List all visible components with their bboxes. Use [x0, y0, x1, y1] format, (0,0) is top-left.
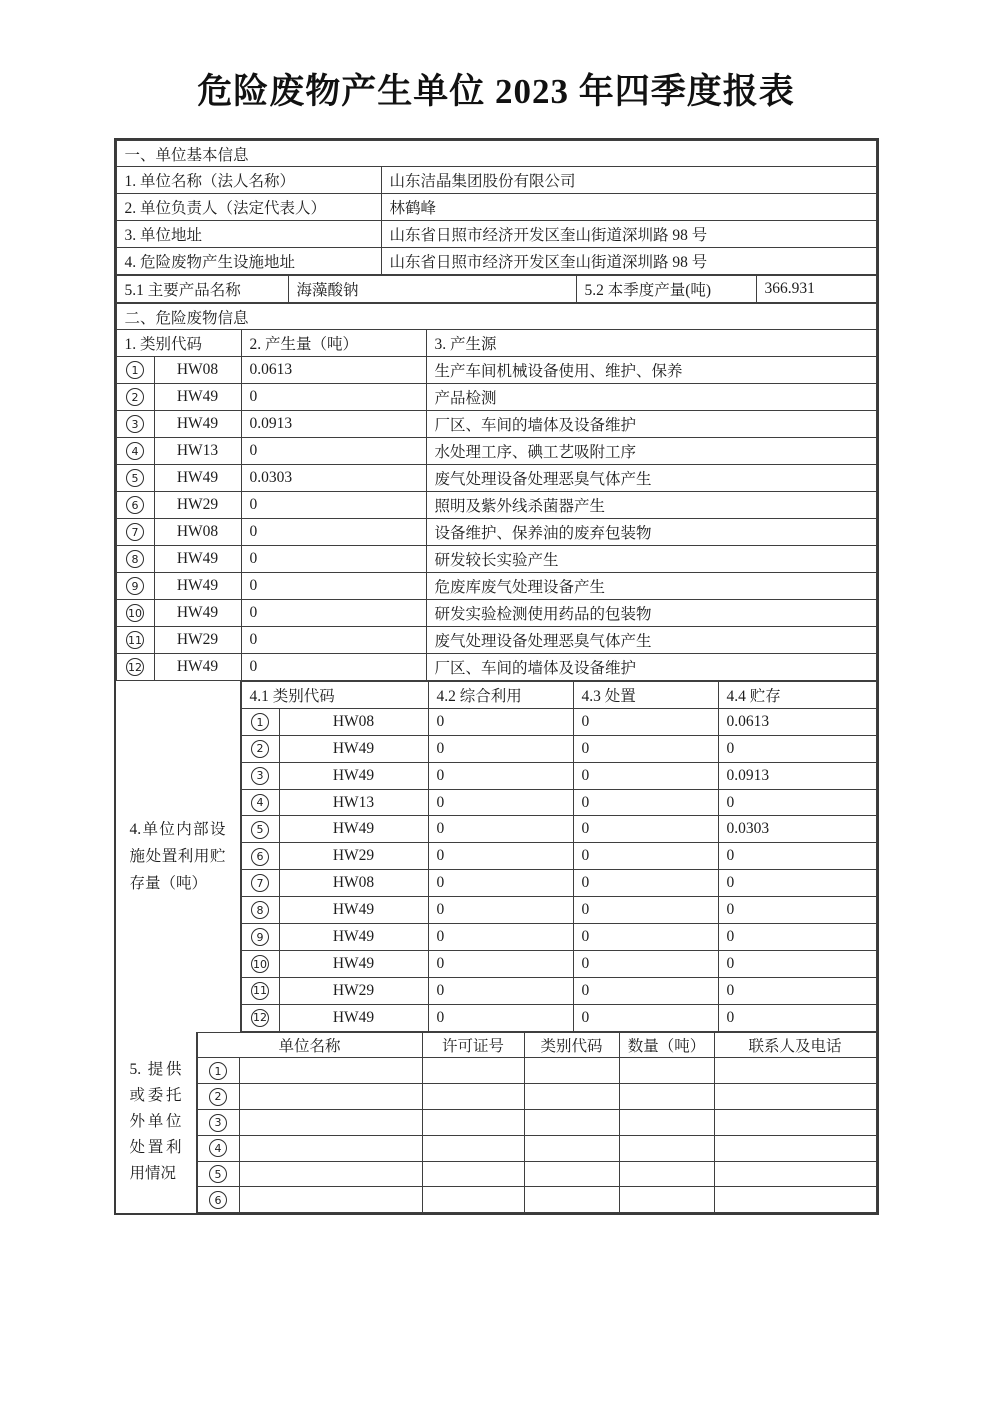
- row-number-cell: [197, 1187, 239, 1213]
- contact-cell: [714, 1084, 876, 1110]
- circled-number-icon: 10: [126, 604, 144, 622]
- product-row: [116, 276, 876, 303]
- waste-code-cell: HW49: [154, 411, 241, 438]
- row-number-cell: [241, 1004, 279, 1031]
- table-row: [116, 384, 876, 411]
- row-number-cell: [116, 519, 154, 546]
- section4-label: 4.单位内部设施处置利用贮存量（吨）: [116, 681, 241, 1032]
- disposal-amount-cell: 0: [573, 843, 718, 870]
- section2-body: [116, 357, 876, 681]
- circled-number-icon: 7: [251, 874, 269, 892]
- table-row: [197, 1187, 876, 1213]
- circled-number-icon: 8: [126, 550, 144, 568]
- unit-name-cell: [239, 1084, 422, 1110]
- table-row: [241, 762, 876, 789]
- row-number-cell: [241, 816, 279, 843]
- table-row: [116, 221, 876, 248]
- circled-number-icon: 4: [126, 442, 144, 460]
- generated-amount-cell: 0: [241, 573, 426, 600]
- waste-code-cell: HW49: [279, 735, 428, 762]
- reuse-amount-cell: 0: [428, 843, 573, 870]
- row-number-cell: [197, 1135, 239, 1161]
- storage-amount-cell: 0.0613: [718, 708, 876, 735]
- table-row: [116, 519, 876, 546]
- field-label: 1. 单位名称（法人名称）: [116, 167, 381, 194]
- section4-table: [241, 681, 877, 1032]
- table-row: [241, 977, 876, 1004]
- section1-table: [116, 140, 877, 275]
- table-row: [197, 1058, 876, 1084]
- table-row: [197, 1161, 876, 1187]
- field-label: 3. 单位地址: [116, 221, 381, 248]
- field-value: 山东省日照市经济开发区奎山街道深圳路 98 号: [381, 248, 876, 275]
- section2-header: 二、危险废物信息: [116, 304, 876, 330]
- col-header-license-no: 许可证号: [422, 1032, 524, 1058]
- waste-code-cell: HW08: [279, 870, 428, 897]
- section5-column-header-row: [197, 1032, 876, 1058]
- row-number-cell: [241, 708, 279, 735]
- table-row: [241, 735, 876, 762]
- table-row: [241, 1004, 876, 1031]
- row-number-cell: [197, 1109, 239, 1135]
- page-title: 危险废物产生单位 2023 年四季度报表: [197, 72, 795, 111]
- row-number-cell: [116, 573, 154, 600]
- generated-amount-cell: 0: [241, 519, 426, 546]
- col-header-generated-amount: 2. 产生量（吨）: [241, 330, 426, 357]
- row-number-cell: [241, 843, 279, 870]
- table-row: [116, 546, 876, 573]
- circled-number-icon: 3: [251, 767, 269, 785]
- generated-amount-cell: 0: [241, 546, 426, 573]
- reuse-amount-cell: 0: [428, 816, 573, 843]
- table-row: [116, 357, 876, 384]
- unit-name-cell: [239, 1187, 422, 1213]
- table-row: [116, 654, 876, 681]
- circled-number-icon: 12: [251, 1009, 269, 1027]
- circled-number-icon: 12: [126, 658, 144, 676]
- generation-source-cell: 生产车间机械设备使用、维护、保养: [426, 357, 876, 384]
- table-row: [116, 194, 876, 221]
- row-number-cell: [116, 411, 154, 438]
- section4-column-header-row: [241, 682, 876, 709]
- section1-header: 一、单位基本信息: [116, 141, 876, 167]
- quarter-output-value: 366.931: [756, 276, 876, 303]
- table-row: [241, 816, 876, 843]
- col-header-storage: 4.4 贮存: [718, 682, 876, 709]
- circled-number-icon: 3: [209, 1114, 227, 1132]
- disposal-amount-cell: 0: [573, 762, 718, 789]
- col-header-contact: 联系人及电话: [714, 1032, 876, 1058]
- table-row: [241, 708, 876, 735]
- contact-cell: [714, 1135, 876, 1161]
- quantity-cell: [619, 1109, 714, 1135]
- section4-body: [241, 708, 876, 1031]
- category-code-cell: [524, 1084, 619, 1110]
- waste-code-cell: HW29: [154, 627, 241, 654]
- category-code-cell: [524, 1109, 619, 1135]
- col-header-generation-source: 3. 产生源: [426, 330, 876, 357]
- table-row: [116, 600, 876, 627]
- table-row: [241, 924, 876, 951]
- field-value: 山东洁晶集团股份有限公司: [381, 167, 876, 194]
- storage-amount-cell: 0: [718, 924, 876, 951]
- quantity-cell: [619, 1187, 714, 1213]
- waste-code-cell: HW29: [154, 492, 241, 519]
- circled-number-icon: 9: [126, 577, 144, 595]
- waste-code-cell: HW29: [279, 843, 428, 870]
- contact-cell: [714, 1109, 876, 1135]
- disposal-amount-cell: 0: [573, 816, 718, 843]
- storage-amount-cell: 0: [718, 1004, 876, 1031]
- disposal-amount-cell: 0: [573, 708, 718, 735]
- waste-code-cell: HW49: [279, 897, 428, 924]
- col-header-category-code: 类别代码: [524, 1032, 619, 1058]
- generation-source-cell: 产品检测: [426, 384, 876, 411]
- product-name-label: 5.1 主要产品名称: [116, 276, 288, 303]
- row-number-cell: [116, 627, 154, 654]
- generated-amount-cell: 0.0303: [241, 465, 426, 492]
- section5-table: [197, 1032, 877, 1214]
- generation-source-cell: 设备维护、保养油的废弃包装物: [426, 519, 876, 546]
- quarter-output-label: 5.2 本季度产量(吨): [576, 276, 756, 303]
- circled-number-icon: 11: [126, 631, 144, 649]
- quantity-cell: [619, 1161, 714, 1187]
- col-header-reuse: 4.2 综合利用: [428, 682, 573, 709]
- generation-source-cell: 废气处理设备处理恶臭气体产生: [426, 627, 876, 654]
- reuse-amount-cell: 0: [428, 735, 573, 762]
- category-code-cell: [524, 1187, 619, 1213]
- table-row: [116, 465, 876, 492]
- disposal-amount-cell: 0: [573, 735, 718, 762]
- waste-code-cell: HW08: [154, 519, 241, 546]
- table-row: [241, 870, 876, 897]
- col-header-code: 4.1 类别代码: [241, 682, 428, 709]
- circled-number-icon: 10: [251, 955, 269, 973]
- waste-code-cell: HW49: [154, 654, 241, 681]
- category-code-cell: [524, 1058, 619, 1084]
- reuse-amount-cell: 0: [428, 870, 573, 897]
- circled-number-icon: 9: [251, 928, 269, 946]
- product-row-table: [116, 275, 877, 303]
- storage-amount-cell: 0: [718, 843, 876, 870]
- generated-amount-cell: 0: [241, 438, 426, 465]
- circled-number-icon: 11: [251, 982, 269, 1000]
- section5-block: [116, 1032, 877, 1214]
- circled-number-icon: 4: [209, 1139, 227, 1157]
- reuse-amount-cell: 0: [428, 950, 573, 977]
- generation-source-cell: 研发较长实验产生: [426, 546, 876, 573]
- section1-header-row: [116, 141, 876, 167]
- generated-amount-cell: 0: [241, 654, 426, 681]
- section5-body: [197, 1058, 876, 1213]
- product-name-value: 海藻酸钠: [288, 276, 576, 303]
- circled-number-icon: 2: [126, 388, 144, 406]
- row-number-cell: [241, 924, 279, 951]
- circled-number-icon: 7: [126, 523, 144, 541]
- storage-amount-cell: 0.0913: [718, 762, 876, 789]
- table-row: [116, 573, 876, 600]
- circled-number-icon: 6: [126, 496, 144, 514]
- generated-amount-cell: 0: [241, 384, 426, 411]
- generation-source-cell: 照明及紫外线杀菌器产生: [426, 492, 876, 519]
- generation-source-cell: 废气处理设备处理恶臭气体产生: [426, 465, 876, 492]
- category-code-cell: [524, 1135, 619, 1161]
- col-header-disposal: 4.3 处置: [573, 682, 718, 709]
- row-number-cell: [241, 735, 279, 762]
- field-value: 山东省日照市经济开发区奎山街道深圳路 98 号: [381, 221, 876, 248]
- generated-amount-cell: 0.0613: [241, 357, 426, 384]
- storage-amount-cell: 0: [718, 977, 876, 1004]
- field-label: 2. 单位负责人（法定代表人）: [116, 194, 381, 221]
- field-value: 林鹤峰: [381, 194, 876, 221]
- generation-source-cell: 水处理工序、碘工艺吸附工序: [426, 438, 876, 465]
- circled-number-icon: 5: [126, 469, 144, 487]
- disposal-amount-cell: 0: [573, 924, 718, 951]
- license-no-cell: [422, 1109, 524, 1135]
- circled-number-icon: 4: [251, 794, 269, 812]
- disposal-amount-cell: 0: [573, 789, 718, 816]
- row-number-cell: [116, 384, 154, 411]
- waste-code-cell: HW49: [279, 1004, 428, 1031]
- reuse-amount-cell: 0: [428, 977, 573, 1004]
- waste-code-cell: HW49: [279, 816, 428, 843]
- table-row: [116, 438, 876, 465]
- disposal-amount-cell: 0: [573, 897, 718, 924]
- unit-name-cell: [239, 1109, 422, 1135]
- table-row: [197, 1084, 876, 1110]
- row-number-cell: [116, 492, 154, 519]
- generated-amount-cell: 0.0913: [241, 411, 426, 438]
- disposal-amount-cell: 0: [573, 977, 718, 1004]
- license-no-cell: [422, 1084, 524, 1110]
- category-code-cell: [524, 1161, 619, 1187]
- generation-source-cell: 厂区、车间的墙体及设备维护: [426, 411, 876, 438]
- row-number-cell: [116, 438, 154, 465]
- waste-code-cell: HW13: [154, 438, 241, 465]
- section4-block: [116, 681, 877, 1032]
- reuse-amount-cell: 0: [428, 1004, 573, 1031]
- storage-amount-cell: 0: [718, 735, 876, 762]
- table-row: [197, 1109, 876, 1135]
- section2-header-row: [116, 304, 876, 330]
- storage-amount-cell: 0.0303: [718, 816, 876, 843]
- section5-label: 5. 提供或委托外单位处置利用情况: [116, 1032, 197, 1214]
- disposal-amount-cell: 0: [573, 950, 718, 977]
- reuse-amount-cell: 0: [428, 708, 573, 735]
- waste-code-cell: HW49: [279, 950, 428, 977]
- circled-number-icon: 2: [251, 740, 269, 758]
- generated-amount-cell: 0: [241, 627, 426, 654]
- license-no-cell: [422, 1187, 524, 1213]
- generation-source-cell: 危废库废气处理设备产生: [426, 573, 876, 600]
- circled-number-icon: 1: [126, 361, 144, 379]
- section1-body: [116, 167, 876, 275]
- table-row: [241, 950, 876, 977]
- circled-number-icon: 6: [251, 848, 269, 866]
- quantity-cell: [619, 1058, 714, 1084]
- table-row: [116, 492, 876, 519]
- row-number-cell: [241, 762, 279, 789]
- license-no-cell: [422, 1058, 524, 1084]
- waste-code-cell: HW13: [279, 789, 428, 816]
- table-row: [241, 897, 876, 924]
- waste-code-cell: HW49: [279, 924, 428, 951]
- report-form-table: [114, 138, 879, 1215]
- row-number-cell: [241, 950, 279, 977]
- disposal-amount-cell: 0: [573, 870, 718, 897]
- license-no-cell: [422, 1135, 524, 1161]
- waste-code-cell: HW49: [154, 384, 241, 411]
- contact-cell: [714, 1058, 876, 1084]
- waste-code-cell: HW08: [279, 708, 428, 735]
- table-row: [116, 248, 876, 275]
- generation-source-cell: 研发实验检测使用药品的包装物: [426, 600, 876, 627]
- generated-amount-cell: 0: [241, 492, 426, 519]
- waste-code-cell: HW08: [154, 357, 241, 384]
- row-number-cell: [116, 357, 154, 384]
- quantity-cell: [619, 1084, 714, 1110]
- waste-code-cell: HW49: [154, 465, 241, 492]
- section2-table: [116, 303, 877, 681]
- table-row: [116, 627, 876, 654]
- contact-cell: [714, 1161, 876, 1187]
- section2-column-header-row: [116, 330, 876, 357]
- row-number-cell: [116, 654, 154, 681]
- unit-name-cell: [239, 1161, 422, 1187]
- circled-number-icon: 5: [251, 821, 269, 839]
- circled-number-icon: 1: [251, 713, 269, 731]
- row-number-cell: [241, 897, 279, 924]
- row-number-cell: [241, 977, 279, 1004]
- circled-number-icon: 5: [209, 1165, 227, 1183]
- circled-number-icon: 2: [209, 1088, 227, 1106]
- storage-amount-cell: 0: [718, 870, 876, 897]
- row-number-cell: [116, 465, 154, 492]
- row-number-cell: [197, 1058, 239, 1084]
- generated-amount-cell: 0: [241, 600, 426, 627]
- table-row: [116, 167, 876, 194]
- table-row: [241, 789, 876, 816]
- circled-number-icon: 6: [209, 1191, 227, 1209]
- reuse-amount-cell: 0: [428, 924, 573, 951]
- reuse-amount-cell: 0: [428, 762, 573, 789]
- reuse-amount-cell: 0: [428, 897, 573, 924]
- row-number-cell: [116, 546, 154, 573]
- table-row: [241, 843, 876, 870]
- row-number-cell: [197, 1161, 239, 1187]
- storage-amount-cell: 0: [718, 950, 876, 977]
- field-label: 4. 危险废物产生设施地址: [116, 248, 381, 275]
- storage-amount-cell: 0: [718, 897, 876, 924]
- circled-number-icon: 1: [209, 1062, 227, 1080]
- col-header-quantity: 数量（吨）: [619, 1032, 714, 1058]
- row-number-cell: [241, 789, 279, 816]
- row-number-cell: [197, 1084, 239, 1110]
- waste-code-cell: HW49: [154, 573, 241, 600]
- contact-cell: [714, 1187, 876, 1213]
- waste-code-cell: HW49: [279, 762, 428, 789]
- unit-name-cell: [239, 1058, 422, 1084]
- generation-source-cell: 厂区、车间的墙体及设备维护: [426, 654, 876, 681]
- row-number-cell: [241, 870, 279, 897]
- unit-name-cell: [239, 1135, 422, 1161]
- waste-code-cell: HW29: [279, 977, 428, 1004]
- col-header-unit-name: 单位名称: [197, 1032, 422, 1058]
- quantity-cell: [619, 1135, 714, 1161]
- table-row: [197, 1135, 876, 1161]
- row-number-cell: [116, 600, 154, 627]
- circled-number-icon: 8: [251, 901, 269, 919]
- circled-number-icon: 3: [126, 415, 144, 433]
- col-header-waste-code: 1. 类别代码: [116, 330, 241, 357]
- disposal-amount-cell: 0: [573, 1004, 718, 1031]
- license-no-cell: [422, 1161, 524, 1187]
- waste-code-cell: HW49: [154, 600, 241, 627]
- waste-code-cell: HW49: [154, 546, 241, 573]
- reuse-amount-cell: 0: [428, 789, 573, 816]
- storage-amount-cell: 0: [718, 789, 876, 816]
- table-row: [116, 411, 876, 438]
